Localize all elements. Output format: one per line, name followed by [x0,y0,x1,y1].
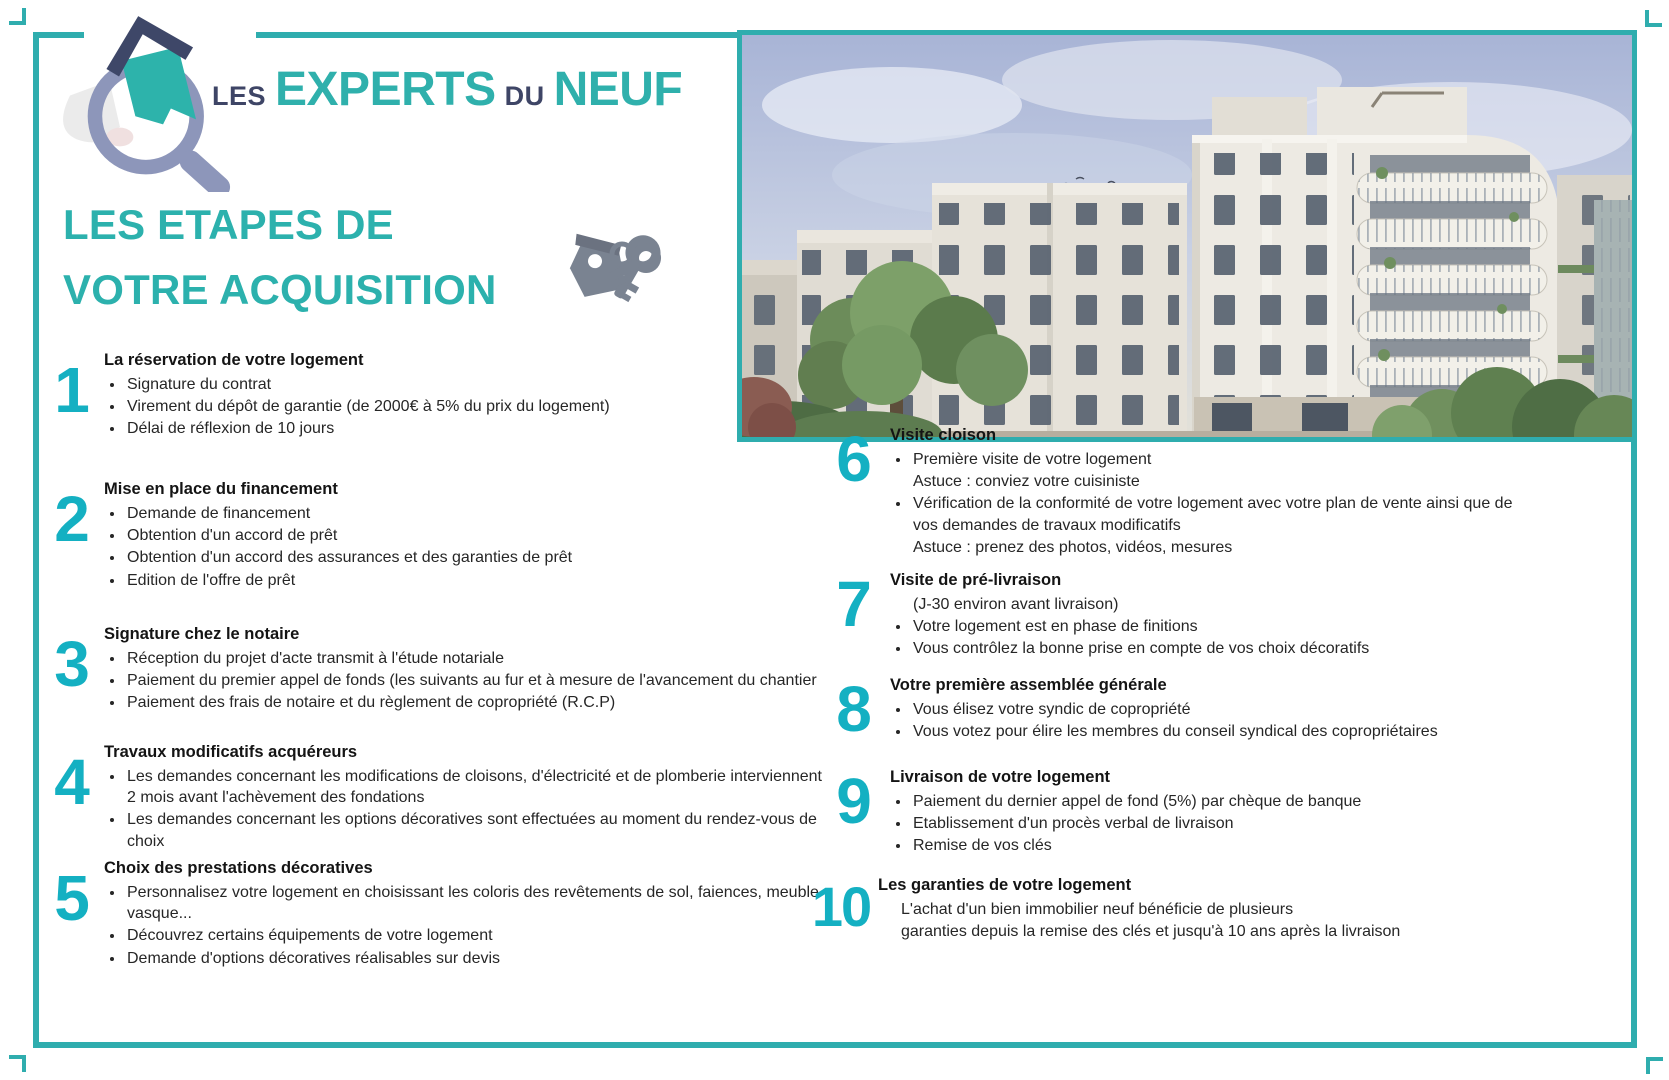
step-5-number: 5 [54,862,88,934]
step-4-number: 4 [54,746,88,818]
step-6-number: 6 [836,423,870,495]
step-item: • Demande de financement [125,503,822,524]
step-item: • Virement du dépôt de garantie (de 2000€ à 5% du prix du logement) [125,396,822,417]
step-item: garanties depuis la remise des clés et jusqu'à 10 ans après la livraison [901,923,1401,941]
step-item: (J-30 environ avant livraison) [913,595,1119,613]
step-7 [818,570,1530,661]
step-1-number: 1 [54,354,88,426]
page-title-line1: LES ETAPES DE [63,201,394,248]
step-2 [42,479,822,592]
step-2-number: 2 [54,483,88,555]
step-4 [42,742,822,853]
step-9-items [890,791,1530,857]
step-5-title: Choix des prestations décoratives [104,859,373,877]
step-7-number: 7 [836,568,870,640]
step-3-items [104,648,822,714]
step-item: • Paiement du dernier appel de fond (5%) par chèque de banque [911,791,1530,812]
step-7-title: Visite de pré-livraison [890,571,1062,589]
step-8-number: 8 [836,673,870,745]
step-4-items [104,766,822,852]
step-item: • Réception du projet d'acte transmit à l'étude notariale [125,648,822,669]
step-4-title: Travaux modificatifs acquéreurs [104,743,358,761]
step-1-title: La réservation de votre logement [104,351,364,369]
step-10-title: Les garanties de votre logement [878,876,1132,894]
brand-wordmark [212,62,682,117]
step-item: L'achat d'un bien immobilier neuf bénéficie de plusieurs [901,900,1294,918]
brand-les: LES [212,81,267,111]
step-item: • Vous votez pour élire les membres du conseil syndical des copropriétaires [911,721,1530,742]
step-item: • Etablissement d'un procès verbal de livraison [911,813,1530,834]
step-item: • Vous élisez votre syndic de copropriété [911,699,1530,720]
step-9 [818,767,1530,858]
page-title [63,192,497,322]
step-item: • Remise de vos clés [911,835,1530,856]
step-item: • Edition de l'offre de prêt [125,570,822,591]
step-item: • Demande d'options décoratives réalisables sur devis [125,948,822,969]
building-photo [737,30,1637,442]
step-9-number: 9 [836,765,870,837]
step-5 [42,858,822,970]
step-6-title: Visite cloison [890,426,997,444]
page-title-line2: VOTRE ACQUISITION [63,266,497,314]
step-1 [42,350,822,441]
house-keys-icon [552,218,676,320]
corner-bracket-top-left [9,8,26,25]
step-1-items [104,374,822,440]
step-3 [42,624,822,715]
step-10 [806,875,1518,943]
brand-neuf: NEUF [553,63,683,116]
step-item: • Signature du contrat [125,374,822,395]
step-8-title: Votre première assemblée générale [890,676,1167,694]
step-8 [818,675,1530,743]
step-9-title: Livraison de votre logement [890,768,1111,786]
step-item: • Votre logement est en phase de finitions [911,616,1530,637]
step-item: • Vérification de la conformité de votre logement avec votre plan de vente ainsi que de vos demandes de travaux modificatifs [911,493,1530,536]
brand-du: DU [504,81,545,111]
step-item: • Les demandes concernant les modifications de cloisons, d'électricité et de plomberie interviennent 2 mois avant l'achèvement des fondations [125,766,822,809]
step-item: Astuce : conviez votre cuisiniste [913,473,1140,491]
step-10-number: 10 [811,875,871,938]
step-item: • Première visite de votre logement [911,449,1530,470]
step-item: • Délai de réflexion de 10 jours [125,418,822,439]
step-item: • Les demandes concernant les options décoratives sont effectuées au moment du rendez-vous de choix [125,809,822,852]
step-item: • Vous contrôlez la bonne prise en compte de vos choix décoratifs [911,638,1530,659]
step-3-title: Signature chez le notaire [104,625,300,643]
step-7-items [890,594,1530,660]
corner-bracket-bottom-right [1646,1057,1663,1074]
step-8-items [890,699,1530,743]
step-item: • Obtention d'un accord de prêt [125,525,822,546]
step-2-items [104,503,822,591]
step-item: • Paiement du premier appel de fonds (les suivants au fur et à mesure de l'avancement du chantier [125,670,822,691]
step-item: • Personnalisez votre logement en choisissant les coloris des revêtements de sol, faiences, meuble vasque... [125,882,822,925]
step-item: • Découvrez certains équipements de votre logement [125,925,822,946]
step-item: Astuce : prenez des photos, vidéos, mesures [913,538,1233,556]
step-3-number: 3 [54,628,88,700]
step-2-title: Mise en place du financement [104,480,338,498]
step-6 [818,425,1530,559]
step-5-items [104,882,822,969]
step-10-items [878,899,1518,943]
brand-experts: EXPERTS [275,63,496,116]
step-item: • Paiement des frais de notaire et du règlement de copropriété (R.C.P) [125,692,822,713]
corner-bracket-bottom-left [9,1055,26,1072]
step-6-items [890,449,1530,558]
step-item: • Obtention d'un accord des assurances et des garanties de prêt [125,547,822,568]
corner-bracket-top-right [1645,10,1662,27]
